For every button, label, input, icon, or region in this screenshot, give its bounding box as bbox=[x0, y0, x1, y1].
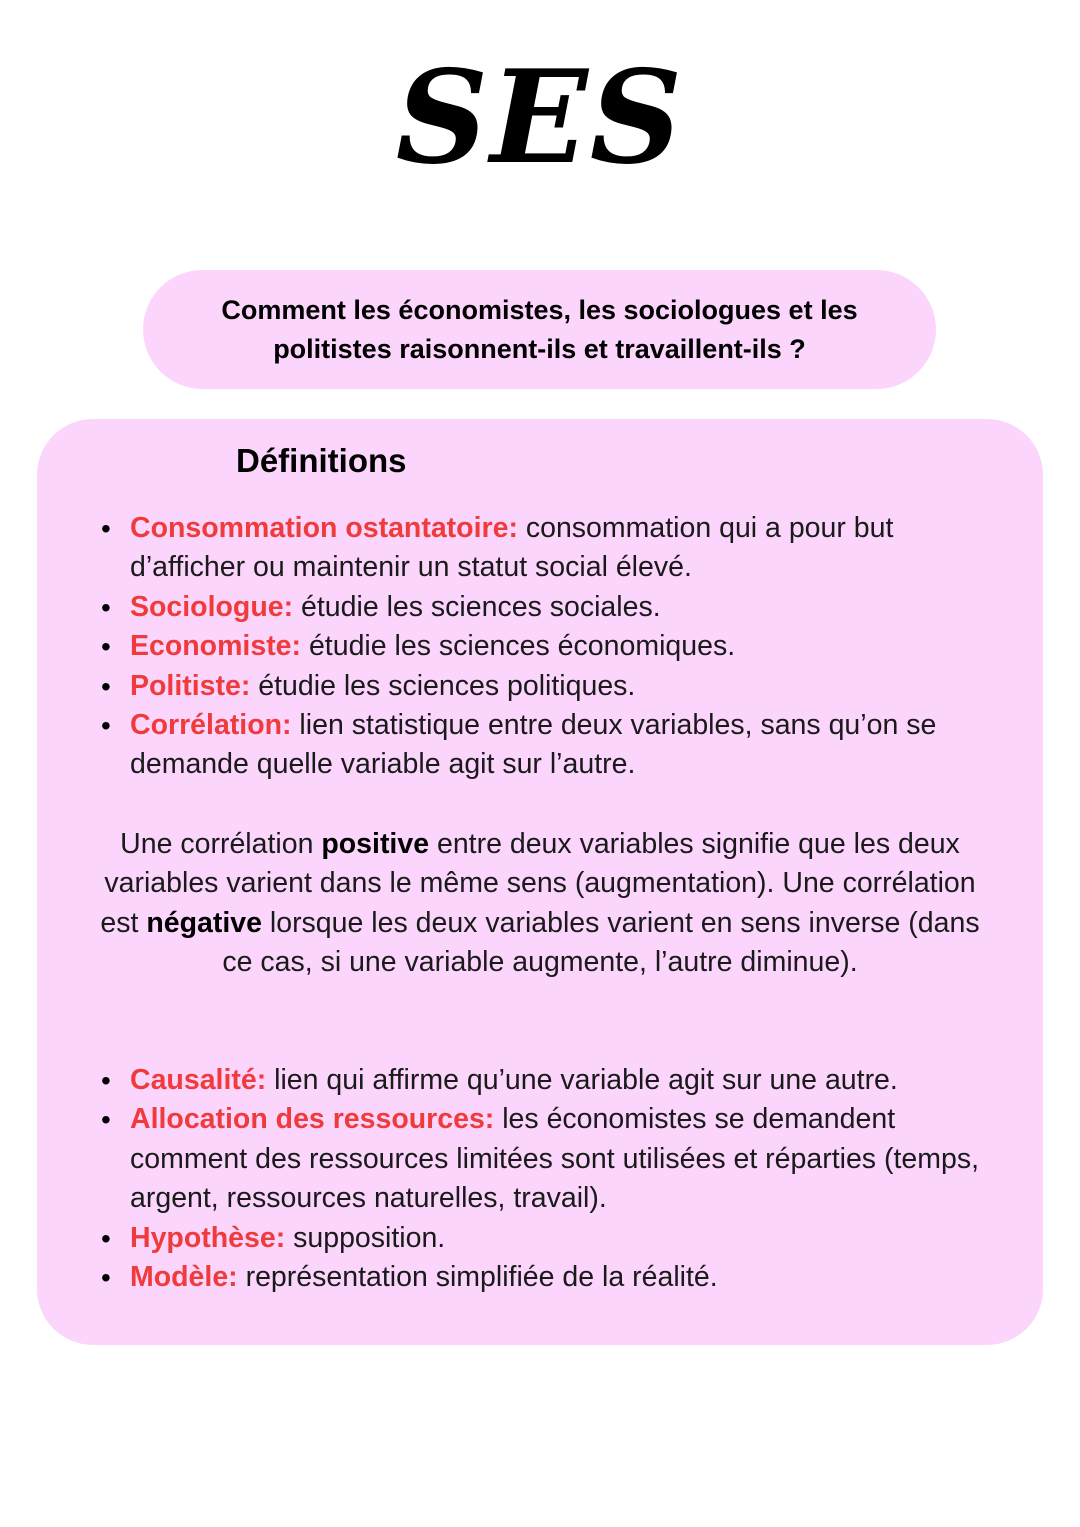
correlation-text: Une corrélation est bbox=[100, 867, 976, 939]
bullet-icon: • bbox=[101, 1222, 111, 1254]
bullet-icon: • bbox=[101, 1262, 111, 1294]
definition-text: étudie les sciences économiques. bbox=[301, 630, 736, 663]
page-title: SES bbox=[395, 43, 685, 193]
definition-text: les économistes se demandent comment des ressources limitées sont utilisées et réparties (temps, argent, ressources naturelles, travail). bbox=[130, 1103, 979, 1215]
correlation-negative-keyword: négative bbox=[146, 906, 262, 939]
bullet-icon: • bbox=[101, 710, 111, 742]
definition-term: Modèle: bbox=[130, 1261, 238, 1294]
bullet-icon: • bbox=[101, 631, 111, 663]
definition-item-causalite bbox=[0, 1061, 1080, 1100]
definition-term: Hypothèse: bbox=[130, 1221, 286, 1254]
definition-term: Economiste: bbox=[130, 630, 302, 663]
correlation-text: lorsque les deux variables varient en sens inverse (dans ce cas, si une variable augmente, l’autre diminue). bbox=[222, 906, 980, 979]
definition-term: Politiste: bbox=[130, 669, 251, 702]
correlation-text: Une corrélation bbox=[120, 828, 322, 860]
bullet-icon: • bbox=[101, 1104, 111, 1136]
definitions-list-part1 bbox=[0, 509, 1080, 785]
definition-text: lien qui affirme qu’une variable agit sur une autre. bbox=[266, 1064, 898, 1096]
definition-text: consommation qui a pour but d’afficher ou maintenir un statut social élevé. bbox=[130, 512, 894, 584]
definition-term: Consommation ostantatoire: bbox=[130, 512, 518, 544]
definition-item-correlation bbox=[0, 706, 1080, 785]
definition-item-allocation-ressources bbox=[0, 1100, 1080, 1218]
correlation-paragraph bbox=[95, 825, 985, 983]
definition-text: supposition. bbox=[285, 1221, 446, 1254]
definition-term: Corrélation: bbox=[130, 709, 292, 742]
correlation-text: entre deux variables signifie que les deux variables varient dans le même sens (augmentation). bbox=[104, 828, 960, 900]
definitions-list-part2 bbox=[0, 1061, 1080, 1297]
question-text: Comment les économistes, les sociologues et les politistes raisonnent-ils et travaillent-ils ? bbox=[221, 294, 858, 364]
definition-text: étudie les sciences sociales. bbox=[293, 590, 661, 623]
bullet-icon: • bbox=[101, 1065, 111, 1096]
definition-item-hypothese bbox=[0, 1219, 1080, 1258]
question-box bbox=[143, 270, 936, 389]
definition-item-consommation-ostentatoire bbox=[0, 509, 1080, 588]
correlation-positive-keyword: positive bbox=[321, 828, 430, 860]
definition-text: étudie les sciences politiques. bbox=[250, 669, 636, 702]
definition-term: Causalité: bbox=[130, 1064, 267, 1096]
bullet-icon: • bbox=[101, 591, 111, 623]
definition-item-politiste bbox=[0, 667, 1080, 706]
definition-item-modele bbox=[0, 1258, 1080, 1297]
definition-item-sociologue bbox=[0, 588, 1080, 627]
definition-item-economiste bbox=[0, 627, 1080, 666]
definitions-heading: Définitions bbox=[236, 442, 407, 479]
definition-term: Allocation des ressources: bbox=[130, 1103, 495, 1136]
bullet-icon: • bbox=[101, 513, 111, 544]
bullet-icon: • bbox=[101, 670, 111, 702]
definition-term: Sociologue: bbox=[130, 590, 294, 623]
definition-text: représentation simplifiée de la réalité. bbox=[237, 1261, 718, 1294]
definition-text: lien statistique entre deux variables, sans qu’on se demande quelle variable agit sur l’autre. bbox=[130, 709, 937, 781]
